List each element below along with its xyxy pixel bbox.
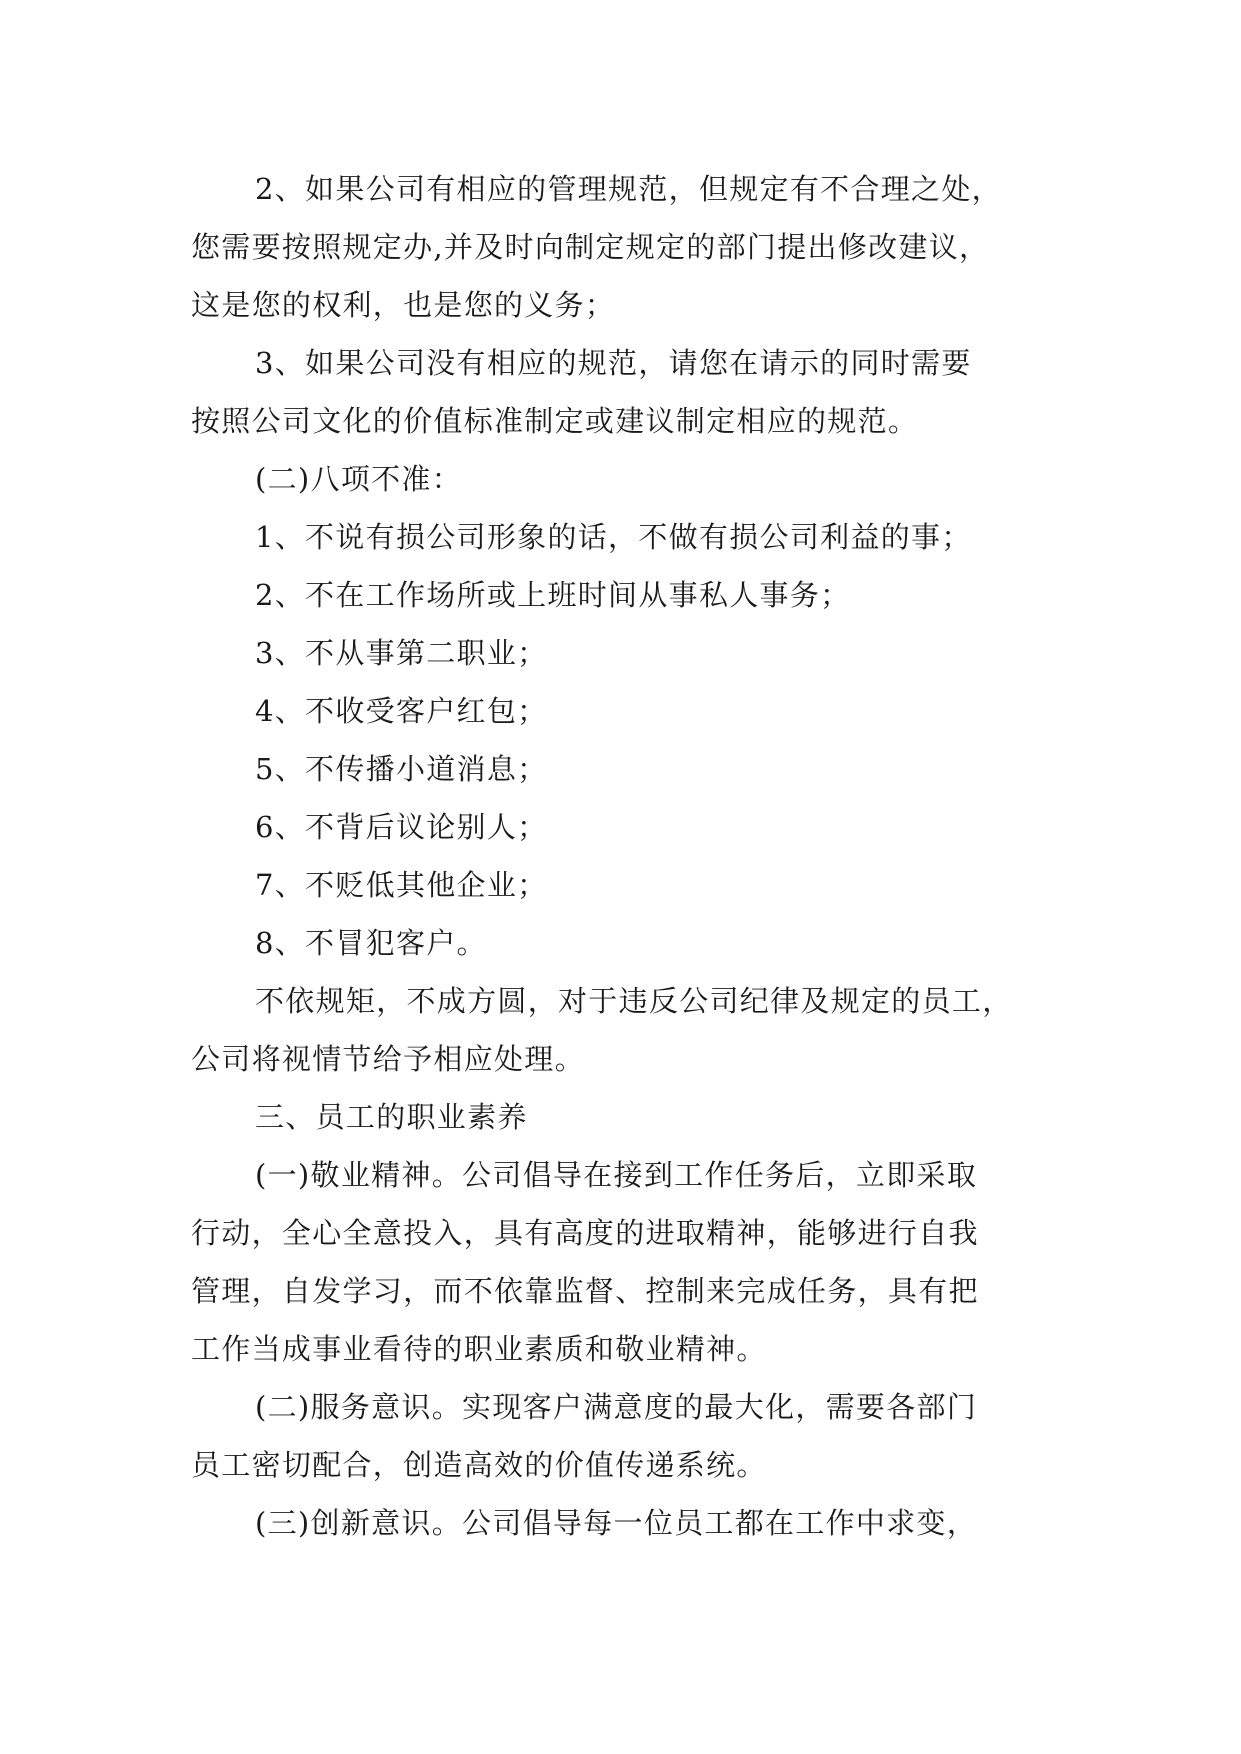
paragraph-line: (二)服务意识。实现客户满意度的最大化，需要各部门 [255,1390,978,1424]
paragraph-line: (三)创新意识。公司倡导每一位员工都在工作中求变， [255,1506,978,1540]
section-heading-professional-quality: 三、员工的职业素养 [255,1100,528,1134]
paragraph-line: 按照公司文化的价值标准制定或建议制定相应的规范。 [191,404,919,438]
section-heading-eight-prohibitions: (二)八项不准： [255,462,463,496]
paragraph-line: 3、如果公司没有相应的规范，请您在请示的同时需要 [255,346,972,380]
paragraph-line: 这是您的权利，也是您的义务； [191,288,616,322]
list-item: 3、不从事第二职业； [255,636,548,670]
paragraph-line: (一)敬业精神。公司倡导在接到工作任务后，立即采取 [255,1158,978,1192]
list-item: 8、不冒犯客户。 [255,926,487,960]
paragraph-dedication [191,1146,1061,1378]
list-item: 6、不背后议论别人； [255,810,548,844]
list-item: 1、不说有损公司形象的话，不做有损公司利益的事； [255,520,972,554]
paragraph-line: 员工密切配合，创造高效的价值传递系统。 [191,1448,767,1482]
paragraph-line: 管理，自发学习，而不依靠监督、控制来完成任务，具有把 [191,1274,979,1308]
paragraph-rule-2 [191,160,1061,334]
paragraph-rule-3 [191,334,1061,450]
paragraph-line: 您需要按照规定办,并及时向制定规定的部门提出修改建议， [191,230,990,264]
paragraph-discipline [191,972,1061,1088]
list-item: 4、不收受客户红包； [255,694,548,728]
paragraph-line: 工作当成事业看待的职业素质和敬业精神。 [191,1332,767,1366]
paragraph-line: 不依规矩，不成方圆，对于违反公司纪律及规定的员工， [255,984,1013,1018]
list-item: 2、不在工作场所或上班时间从事私人事务； [255,578,851,612]
paragraph-line: 2、如果公司有相应的管理规范，但规定有不合理之处， [255,172,1002,206]
list-item: 5、不传播小道消息； [255,752,548,786]
list-item: 7、不贬低其他企业； [255,868,548,902]
paragraph-innovation [191,1494,1061,1552]
paragraph-line: 公司将视情节给予相应处理。 [191,1042,585,1076]
document-body [191,160,1061,1552]
paragraph-line: 行动，全心全意投入，具有高度的进取精神，能够进行自我 [191,1216,979,1250]
paragraph-service [191,1378,1061,1494]
